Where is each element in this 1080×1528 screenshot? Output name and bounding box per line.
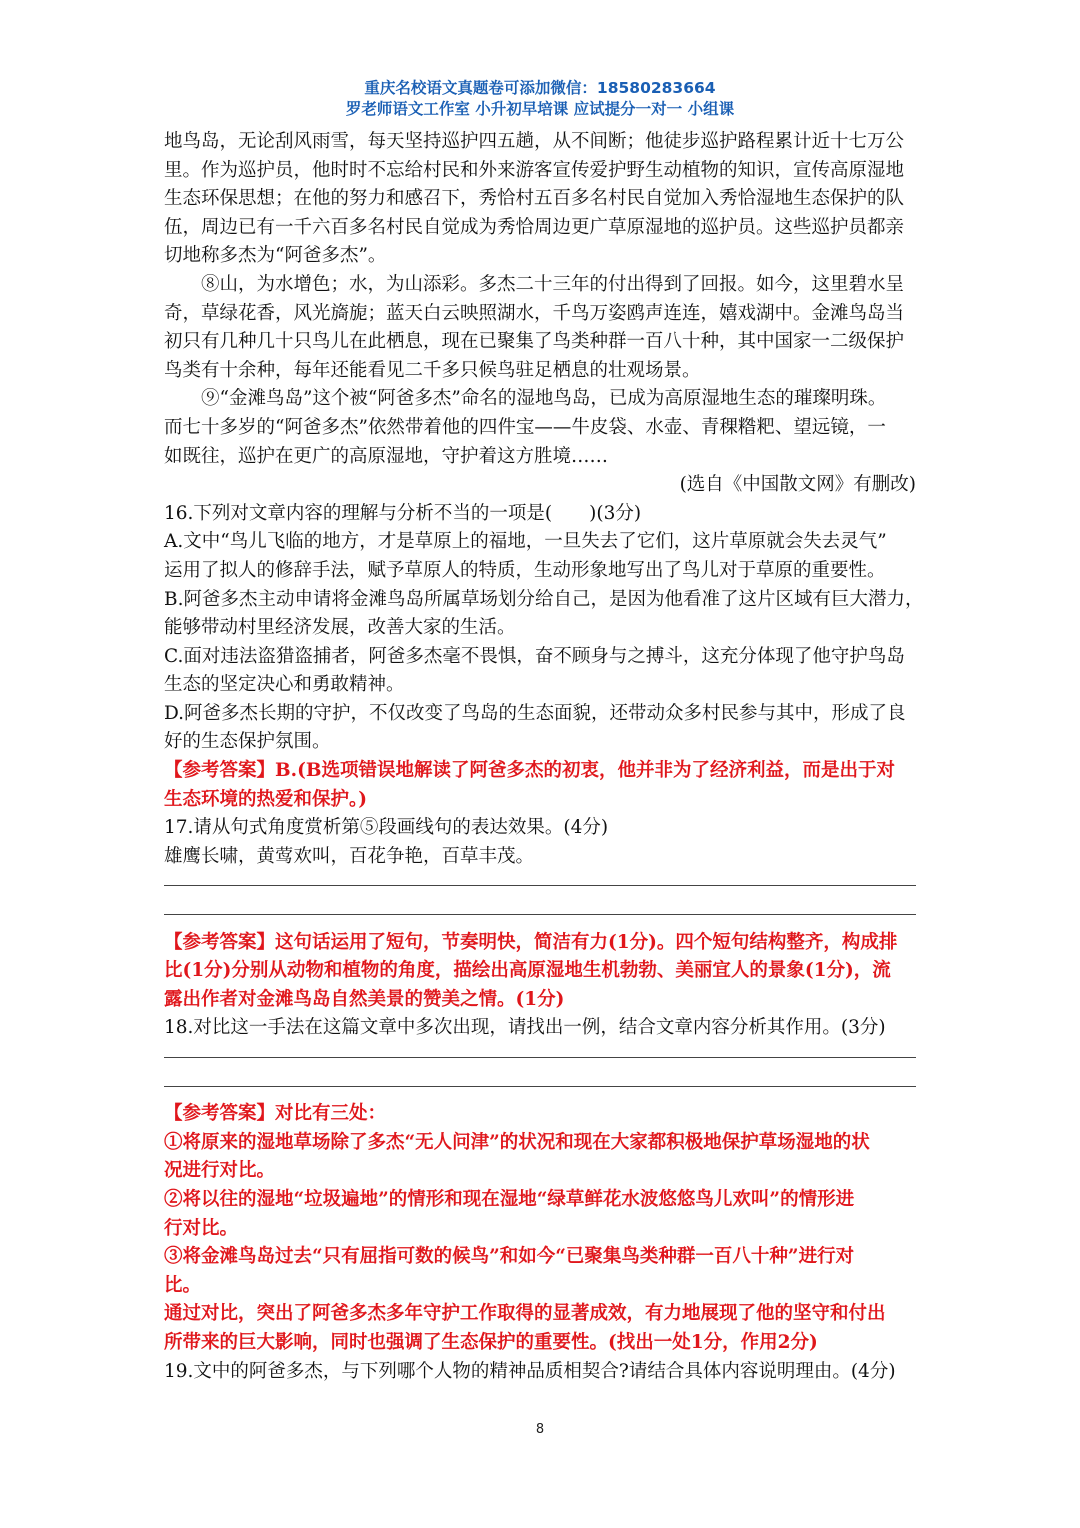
reference-answer-cont: ③将金滩鸟岛过去“只有屈指可数的候鸟”和如今“已聚集鸟类种群一百八十种”进行对 bbox=[164, 1246, 855, 1268]
source-citation: (选自《中国散文网》有删改) bbox=[679, 474, 916, 496]
header-line-1: 重庆名校语文真题卷可添加微信：18580283664 bbox=[364, 79, 716, 97]
text-line: 里。作为巡护员，他时时不忘给村民和外来游客宣传爱护野生动植物的知识，宣传高原湿地 bbox=[164, 159, 905, 181]
option-a: A.文中“鸟儿飞临的地方，才是草原上的福地，一旦失去了它们，这片草原就会失去灵气” bbox=[164, 531, 887, 553]
answer-line bbox=[164, 1072, 916, 1101]
option-b: B.阿爸多杰主动申请将金滩鸟岛所属草场划分给自己，是因为他看准了这片区域有巨大潜力， bbox=[164, 588, 924, 610]
text-line: 地鸟岛，无论刮风雨雪，每天坚持巡护四五趟，从不间断；他徒步巡护路程累计近十七万公 bbox=[164, 131, 905, 152]
reference-answer: 【参考答案】这句话运用了短句，节奏明快，简洁有力(1分)。四个短句结构整齐，构成排 bbox=[164, 931, 898, 953]
question-16 bbox=[164, 500, 924, 815]
answer-line bbox=[164, 900, 916, 929]
question-stem: 16.下列对文章内容的理解与分析不当的一项是( )(3分) bbox=[164, 502, 642, 524]
reference-answer-cont: 生态环境的热爱和保护。) bbox=[164, 788, 368, 810]
reference-answer-cont: 比(1分)分别从动物和植物的角度，描绘出高原湿地生机勃勃、美丽宜人的景象(1分)，流 bbox=[164, 960, 891, 982]
paragraph-8 bbox=[164, 271, 916, 385]
reference-answer-cont: ①将原来的湿地草场除了多杰“无人问津”的状况和现在大家都积极地保护草场湿地的状 bbox=[164, 1131, 870, 1153]
text-line: 伍，周边已有一千六百多名村民自觉成为秀恰周边更广草原湿地的巡护员。这些巡护员都亲 bbox=[164, 216, 905, 238]
text-line: 生态环保思想；在他的努力和感召下，秀恰村五百多名村民自觉加入秀恰湿地生态保护的队 bbox=[164, 188, 905, 210]
question-stem: 19.文中的阿爸多杰，与下列哪个人物的精神品质相契合?请结合具体内容说明理由。(4分) bbox=[164, 1360, 896, 1382]
reference-answer: 【参考答案】B.(B选项错误地解读了阿爸多杰的初衷，他并非为了经济利益，而是出于对 bbox=[164, 760, 895, 782]
paragraph-7 bbox=[164, 128, 916, 271]
reference-answer-cont: ②将以往的湿地“垃圾遍地”的情形和现在湿地“绿草鲜花水波悠悠鸟儿欢叫”的情形进 bbox=[164, 1188, 855, 1210]
reference-answer-cont: 行对比。 bbox=[164, 1217, 239, 1239]
option-b-cont: 能够带动村里经济发展，改善大家的生活。 bbox=[164, 617, 516, 639]
quoted-sentence: 雄鹰长啸，黄莺欢叫，百花争艳，百草丰茂。 bbox=[164, 845, 535, 867]
reference-answer-cont: 比。 bbox=[164, 1274, 202, 1296]
question-19 bbox=[164, 1358, 916, 1387]
option-d: D.阿爸多杰长期的守护，不仅改变了鸟岛的生态面貌，还带动众多村民参与其中，形成了良 bbox=[164, 702, 906, 724]
question-17 bbox=[164, 814, 916, 1014]
text-line: 鸟类有十余种，每年还能看见二千多只候鸟驻足栖息的壮观场景。 bbox=[164, 359, 701, 381]
page-header bbox=[0, 78, 1080, 120]
option-a-cont: 运用了拟人的修辞手法，赋予草原人的特质，生动形象地写出了鸟儿对于草原的重要性。 bbox=[164, 559, 886, 581]
option-c: C.面对违法盗猎盗捕者，阿爸多杰毫不畏惧，奋不顾身与之搏斗，这充分体现了他守护鸟岛 bbox=[164, 645, 905, 667]
question-stem: 17.请从句式角度赏析第⑤段画线句的表达效果。(4分) bbox=[164, 817, 609, 839]
reference-answer-cont: 所带来的巨大影响，同时也强调了生态保护的重要性。(找出一处1分，作用2分) bbox=[164, 1331, 818, 1353]
option-d-cont: 好的生态保护氛围。 bbox=[164, 731, 331, 753]
text-line: ⑧山，为水增色；水，为山添彩。多杰二十三年的付出得到了回报。如今，这里碧水呈 bbox=[201, 273, 905, 295]
reference-answer: 【参考答案】对比有三处： bbox=[164, 1103, 387, 1125]
question-18 bbox=[164, 1014, 916, 1357]
document-body bbox=[164, 128, 924, 1386]
text-line: 奇，草绿花香，风光旖旎；蓝天白云映照湖水，千鸟万姿鸥声连连，嬉戏湖中。金滩鸟岛当 bbox=[164, 302, 905, 324]
text-line: 而七十多岁的“阿爸多杰”依然带着他的四件宝——牛皮袋、水壶、青稞糌粑、望远镜，一 bbox=[164, 416, 886, 438]
reference-answer-cont: 况进行对比。 bbox=[164, 1160, 276, 1182]
text-line: ⑨“金滩鸟岛”这个被“阿爸多杰”命名的湿地鸟岛，已成为高原湿地生态的璀璨明珠。 bbox=[201, 388, 887, 410]
text-line: 如既往，巡护在更广的高原湿地，守护着这方胜境…… bbox=[164, 445, 609, 467]
paragraph-9 bbox=[164, 385, 916, 471]
answer-line bbox=[164, 871, 916, 900]
reference-answer-cont: 露出作者对金滩鸟岛自然美景的赞美之情。(1分) bbox=[164, 988, 565, 1010]
header-line-2: 罗老师语文工作室 小升初早培课 应试提分一对一 小组课 bbox=[345, 100, 735, 118]
option-c-cont: 生态的坚定决心和勇敢精神。 bbox=[164, 674, 405, 696]
text-line: 切地称多杰为“阿爸多杰”。 bbox=[164, 245, 387, 267]
reference-answer-cont: 通过对比，突出了阿爸多杰多年守护工作取得的显著成效，有力地展现了他的坚守和付出 bbox=[164, 1303, 886, 1325]
page-number: 8 bbox=[535, 1422, 545, 1437]
text-line: 初只有几种几十只鸟儿在此栖息，现在已聚集了鸟类种群一百八十种，其中国家一二级保护 bbox=[164, 331, 905, 353]
question-stem: 18.对比这一手法在这篇文章中多次出现，请找出一例，结合文章内容分析其作用。(3分) bbox=[164, 1017, 886, 1039]
answer-line bbox=[164, 1043, 916, 1072]
